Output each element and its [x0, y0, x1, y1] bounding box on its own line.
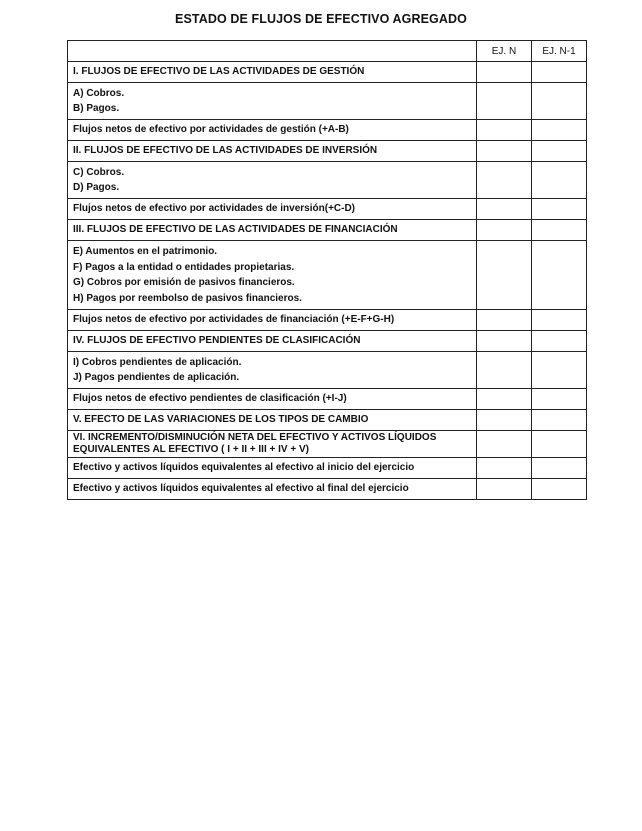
table-row — [68, 162, 587, 199]
header-cell-concept — [68, 41, 477, 62]
value-cell-ej-n — [477, 241, 532, 310]
value-cell-ej-n-1 — [532, 199, 587, 220]
row-label-cell — [68, 458, 477, 479]
value-cell-ej-n — [477, 141, 532, 162]
cash-flow-table — [67, 40, 587, 500]
table-body — [68, 41, 587, 500]
row-label-text: D) Pagos. — [73, 182, 120, 193]
value-cell-ej-n — [477, 458, 532, 479]
row-label-cell — [68, 141, 477, 162]
row-label-text: V. EFECTO DE LAS VARIACIONES DE LOS TIPOS DE CAMBIO — [73, 414, 369, 425]
value-cell-ej-n — [477, 410, 532, 431]
row-label-cell — [68, 410, 477, 431]
value-cell-ej-n — [477, 352, 532, 389]
value-cell-ej-n-1 — [532, 162, 587, 199]
value-cell-ej-n-1 — [532, 83, 587, 120]
table-row — [68, 479, 587, 500]
header-cell-ej-n-1: EJ. N-1 — [532, 41, 587, 62]
value-cell-ej-n-1 — [532, 479, 587, 500]
value-cell-ej-n — [477, 331, 532, 352]
row-label-text: C) Cobros. — [73, 166, 125, 178]
table-row — [68, 120, 587, 141]
value-cell-ej-n-1 — [532, 331, 587, 352]
table-row — [68, 141, 587, 162]
row-label-text: J) Pagos pendientes de aplicación. — [73, 372, 240, 383]
row-label-text: H) Pagos por reembolso de pasivos financieros. — [73, 292, 302, 304]
value-cell-ej-n — [477, 389, 532, 410]
table-row — [68, 220, 587, 241]
row-label-text: Flujos netos de efectivo por actividades de inversión(+C-D) — [73, 203, 356, 214]
value-cell-ej-n — [477, 479, 532, 500]
value-cell-ej-n-1 — [532, 310, 587, 331]
value-cell-ej-n-1 — [532, 220, 587, 241]
value-cell-ej-n-1 — [532, 352, 587, 389]
value-cell-ej-n-1 — [532, 431, 587, 458]
value-cell-ej-n-1 — [532, 389, 587, 410]
value-cell-ej-n-1 — [532, 410, 587, 431]
value-cell-ej-n — [477, 431, 532, 458]
header-cell-ej-n: EJ. N — [477, 41, 532, 62]
value-cell-ej-n-1 — [532, 241, 587, 310]
table-row — [68, 62, 587, 83]
row-label-text: VI. INCREMENTO/DISMINUCIÓN NETA DEL EFECTIVO Y ACTIVOS LÍQUIDOS EQUIVALENTES AL EFECTIVO ( I + II + III + IV + V) — [73, 432, 437, 455]
row-label-text: B) Pagos. — [73, 103, 120, 114]
row-label-text: Flujos netos de efectivo por actividades de gestión (+A-B) — [73, 124, 349, 135]
table-row — [68, 310, 587, 331]
row-label-text: I. FLUJOS DE EFECTIVO DE LAS ACTIVIDADES DE GESTIÓN — [73, 66, 365, 77]
value-cell-ej-n — [477, 220, 532, 241]
row-label-text: F) Pagos a la entidad o entidades propietarias. — [73, 261, 295, 273]
row-label-text: IV. FLUJOS DE EFECTIVO PENDIENTES DE CLASIFICACIÓN — [73, 335, 361, 346]
row-label-cell — [68, 389, 477, 410]
value-cell-ej-n-1 — [532, 62, 587, 83]
page-title: ESTADO DE FLUJOS DE EFECTIVO AGREGADO — [175, 12, 467, 26]
value-cell-ej-n — [477, 199, 532, 220]
row-label-cell — [68, 83, 477, 120]
row-label-cell — [68, 331, 477, 352]
row-label-text: Flujos netos de efectivo por actividades de financiación (+E-F+G-H) — [73, 314, 395, 325]
row-label-text: Efectivo y activos líquidos equivalentes al efectivo al inicio del ejercicio — [73, 462, 415, 473]
row-label-cell — [68, 352, 477, 389]
table-row — [68, 83, 587, 120]
row-label-cell — [68, 241, 477, 310]
table-row — [68, 410, 587, 431]
row-label-cell — [68, 199, 477, 220]
value-cell-ej-n — [477, 162, 532, 199]
table-row — [68, 241, 587, 310]
row-label-cell — [68, 62, 477, 83]
row-label-text: I) Cobros pendientes de aplicación. — [73, 356, 242, 368]
row-label-cell — [68, 431, 477, 458]
table-row — [68, 199, 587, 220]
table-header-row — [68, 41, 587, 62]
value-cell-ej-n — [477, 120, 532, 141]
value-cell-ej-n-1 — [532, 141, 587, 162]
value-cell-ej-n — [477, 310, 532, 331]
row-label-cell — [68, 220, 477, 241]
table-row — [68, 431, 587, 458]
row-label-text: Flujos netos de efectivo pendientes de clasificación (+I-J) — [73, 393, 347, 404]
row-label-text: II. FLUJOS DE EFECTIVO DE LAS ACTIVIDADES DE INVERSIÓN — [73, 145, 378, 156]
table-row — [68, 331, 587, 352]
row-label-text: Efectivo y activos líquidos equivalentes al efectivo al final del ejercicio — [73, 483, 409, 494]
row-label-text: III. FLUJOS DE EFECTIVO DE LAS ACTIVIDADES DE FINANCIACIÓN — [73, 224, 398, 235]
value-cell-ej-n-1 — [532, 120, 587, 141]
table-row — [68, 458, 587, 479]
row-label-text: E) Aumentos en el patrimonio. — [73, 246, 218, 257]
row-label-text: A) Cobros. — [73, 87, 125, 99]
value-cell-ej-n — [477, 62, 532, 83]
row-label-text: G) Cobros por emisión de pasivos financieros. — [73, 277, 295, 288]
row-label-cell — [68, 310, 477, 331]
value-cell-ej-n-1 — [532, 458, 587, 479]
table-row — [68, 352, 587, 389]
row-label-cell — [68, 479, 477, 500]
value-cell-ej-n — [477, 83, 532, 120]
row-label-cell — [68, 162, 477, 199]
table-row — [68, 389, 587, 410]
row-label-cell — [68, 120, 477, 141]
